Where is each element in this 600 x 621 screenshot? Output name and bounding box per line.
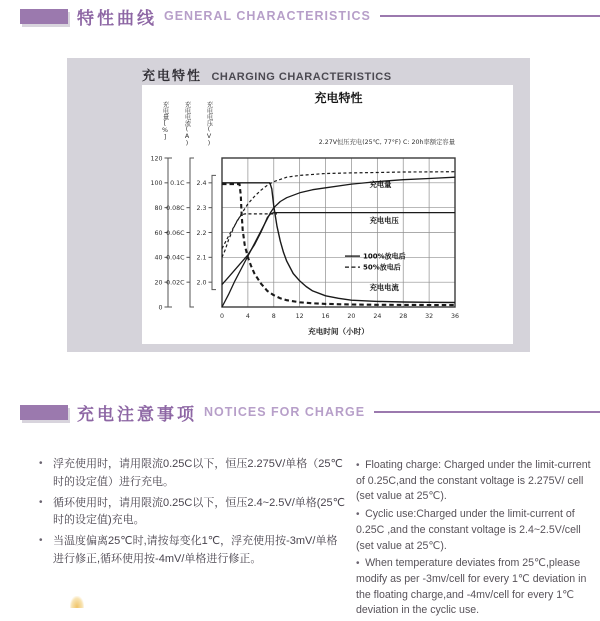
svg-text:100: 100 — [150, 180, 163, 188]
panel-title — [142, 65, 392, 85]
svg-text:0.1C: 0.1C — [170, 180, 185, 188]
svg-text:36: 36 — [450, 313, 460, 320]
header-rule — [374, 411, 600, 413]
svg-text:充电电流: 充电电流 — [369, 283, 399, 293]
header-title-en: GENERAL CHARACTERISTICS — [164, 9, 371, 23]
header-title-zh: 充电注意事项 — [77, 404, 197, 424]
svg-text:充电时间（小时）: 充电时间（小时） — [308, 327, 369, 336]
svg-text:充电电流(A): 充电电流(A) — [183, 101, 191, 148]
svg-text:80: 80 — [154, 204, 163, 212]
charging-characteristics-chart — [142, 85, 513, 344]
notice-en-floating: • Floating charge: Charged under the limit-current of 0.25C,and the constant voltage is 2.275V/ cell (set value at 25℃). — [356, 458, 592, 505]
svg-text:充电特性: 充电特性 — [314, 91, 363, 105]
svg-text:0.04C: 0.04C — [166, 254, 185, 262]
notices-list-en — [356, 458, 592, 621]
svg-text:20: 20 — [154, 279, 163, 287]
svg-text:充电量[%]: 充电量[%] — [161, 101, 169, 141]
svg-text:50%放电后: 50%放电后 — [362, 263, 401, 272]
svg-text:2.1: 2.1 — [196, 254, 207, 262]
svg-text:4: 4 — [245, 313, 250, 320]
svg-text:0: 0 — [219, 313, 225, 320]
svg-text:2.2: 2.2 — [196, 229, 207, 237]
svg-text:2.0: 2.0 — [196, 279, 207, 287]
panel-title-en: CHARGING CHARACTERISTICS — [211, 71, 392, 83]
header-title-en: NOTICES FOR CHARGE — [204, 405, 366, 419]
svg-text:40: 40 — [154, 254, 163, 262]
svg-text:0.06C: 0.06C — [166, 229, 185, 237]
header-general-characteristics — [20, 6, 600, 26]
chart-card — [142, 85, 513, 344]
notice-zh-cyclic: • 循环使用时，请用限流0.25C以下，恒压2.4~2.5V/单格(25℃时的设定值)充电。 — [38, 495, 348, 531]
svg-text:0.08C: 0.08C — [166, 204, 185, 212]
header-accent-rect — [20, 405, 68, 420]
svg-text:0: 0 — [158, 304, 163, 312]
header-rule — [380, 15, 600, 17]
header-notices-for-charge — [20, 402, 600, 422]
svg-text:2.4: 2.4 — [196, 180, 207, 188]
panel-title-zh: 充电特性 — [142, 68, 203, 83]
notice-en-cyclic: • Cyclic use:Charged under the limit-current of 0.25C ,and the constant voltage is 2.4~2.5V/cell (set value at 25℃). — [356, 507, 592, 554]
cropped-logo-fragment — [70, 596, 84, 608]
svg-text:0.02C: 0.02C — [166, 279, 185, 287]
charging-characteristics-panel — [67, 58, 530, 352]
svg-text:2.27V恒压充电(25℃, 77°F) C: 20h率额定: 2.27V恒压充电(25℃, 77°F) C: 20h率额定容量 — [318, 139, 455, 146]
svg-text:8: 8 — [271, 313, 276, 320]
svg-text:12: 12 — [295, 313, 304, 320]
svg-text:32: 32 — [425, 313, 434, 320]
notice-zh-temperature: • 当温度偏离25℃时,请按每变化1℃，浮充使用按-3mV/单格进行修正,循环使用按-4mV/单格进行修正。 — [38, 533, 348, 569]
notice-en-temperature: • When temperature deviates from 25℃,please modify as per -3mv/cell for every 1℃ deviation in the floating charge,and -4mv/cell for every 1℃ deviation in the cyclic use. — [356, 556, 592, 619]
header-accent-rect — [20, 9, 68, 24]
svg-text:24: 24 — [373, 313, 382, 320]
notices-list-zh — [38, 456, 348, 572]
svg-text:28: 28 — [399, 313, 408, 320]
svg-text:充电电压(V): 充电电压(V) — [205, 101, 213, 148]
svg-text:100%放电后: 100%放电后 — [362, 252, 406, 261]
svg-text:120: 120 — [150, 155, 163, 163]
svg-text:充电量: 充电量 — [369, 180, 392, 190]
svg-text:16: 16 — [321, 313, 330, 320]
notice-zh-floating: • 浮充使用时，请用限流0.25C以下，恒压2.275V/单格（25℃时的设定值）进行充电。 — [38, 456, 348, 492]
header-title-zh: 特性曲线 — [77, 8, 157, 28]
svg-text:充电电压: 充电电压 — [369, 216, 399, 226]
svg-text:60: 60 — [154, 229, 163, 237]
svg-text:20: 20 — [347, 313, 356, 320]
svg-text:2.3: 2.3 — [196, 204, 207, 212]
